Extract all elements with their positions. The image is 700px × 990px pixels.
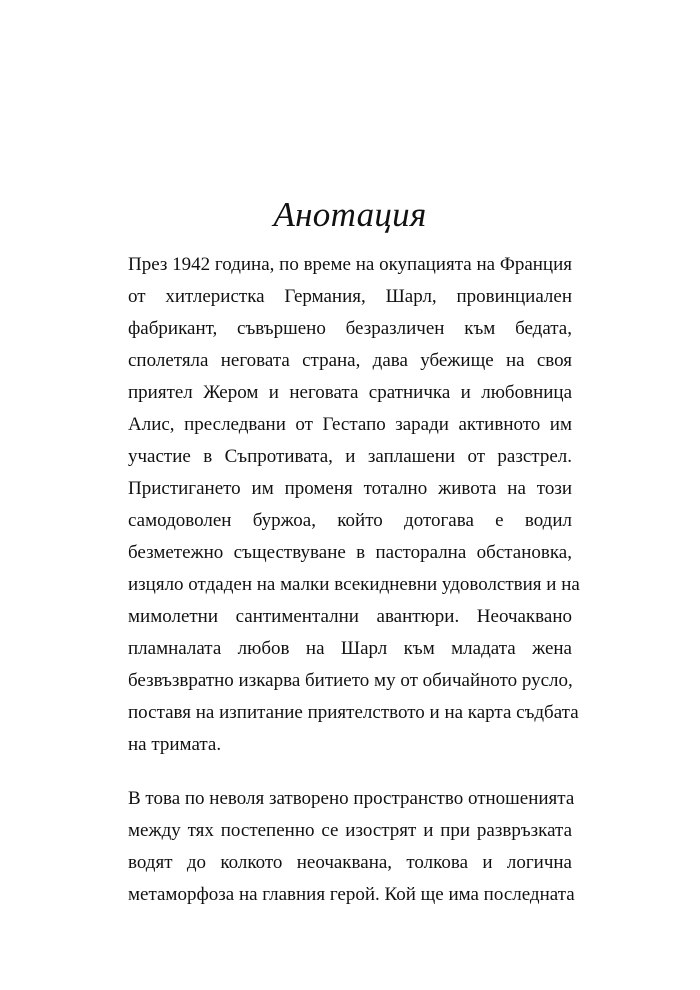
text-line: водят до колкото неочаквана, толкова и логична (128, 852, 572, 873)
text-line: През 1942 година, по време на окупацията на Франция (128, 254, 572, 275)
page-title: Анотация (273, 195, 427, 234)
text-line: безвъзвратно изкарва битието му от обичайното русло, (128, 670, 573, 691)
text-line: участие в Съпротивата, и заплашени от разстрел. (128, 446, 572, 467)
text-line: от хитлеристка Германия, Шарл, провинциален (128, 286, 572, 307)
paragraph-1 (128, 249, 580, 761)
text-line: Алис, преследвани от Гестапо заради активното им (128, 414, 572, 435)
text-line: безметежно съществуване в пасторална обстановка, (128, 542, 572, 563)
annotation-body (128, 249, 580, 911)
text-line: на тримата. (128, 734, 222, 755)
text-line: поставя на изпитание приятелството и на карта съдбата (128, 702, 579, 723)
text-line: между тях постепенно се изострят и при развръзката (128, 820, 572, 841)
text-line: самодоволен буржоа, който дотогава е водил (128, 510, 572, 531)
text-line: сполетяла неговата страна, дава убежище на своя (128, 350, 572, 371)
text-line: пламналата любов на Шарл към младата жена (128, 638, 572, 659)
text-line: метаморфоза на главния герой. Кой ще има последната (128, 884, 575, 905)
text-line: приятел Жером и неговата сратничка и любовница (128, 382, 572, 403)
text-line: Пристигането им променя тотално живота на този (128, 478, 572, 499)
text-line: мимолетни сантиментални авантюри. Неочаквано (128, 606, 572, 627)
text-line: фабрикант, съвършено безразличен към бедата, (128, 318, 572, 339)
paragraph-2 (128, 783, 575, 911)
text-line: В това по неволя затворено пространство отношенията (128, 788, 575, 809)
text-line: изцяло отдаден на малки всекидневни удоволствия и на (128, 574, 580, 595)
